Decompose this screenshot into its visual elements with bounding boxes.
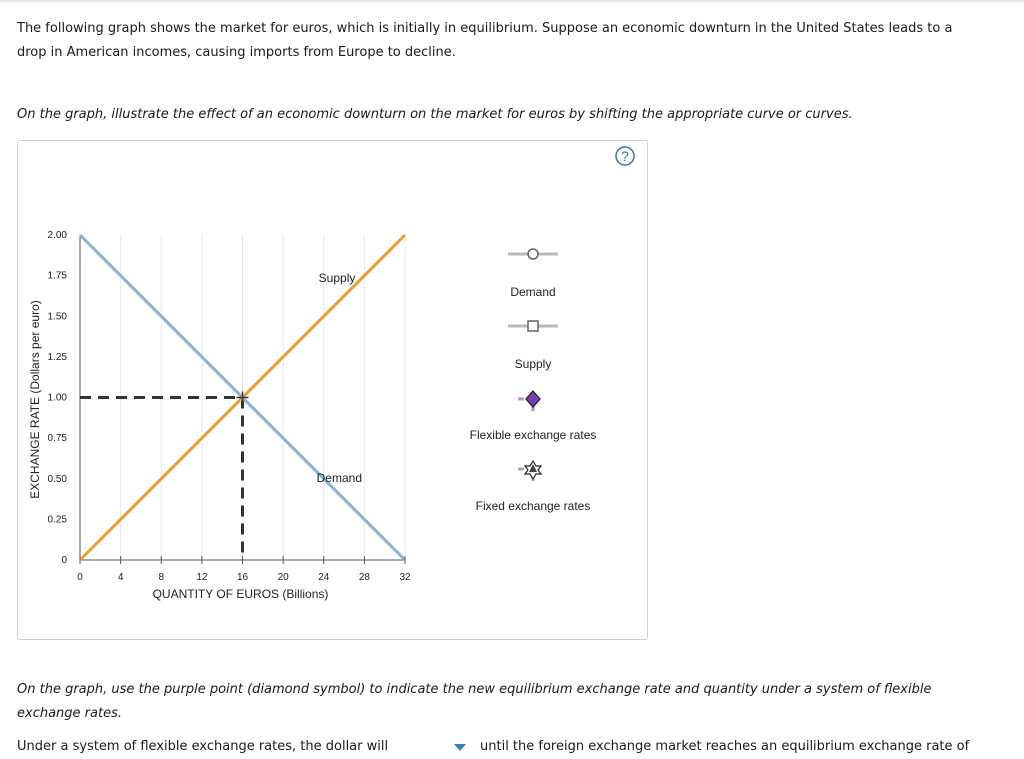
y-tick-label: 0 <box>61 555 67 566</box>
question-text: On the graph, use the purple point (diamond symbol) to indicate the new equilibrium exchange rate and quantity under a system of flexible exchange rates. <box>17 682 932 721</box>
y-tick-label: 0.25 <box>47 514 67 526</box>
x-tick-label: 4 <box>117 572 124 583</box>
legend-supply-label: Supply <box>514 357 552 371</box>
x-tick-label: 20 <box>277 572 289 583</box>
y-tick-label: 2.00 <box>47 230 67 241</box>
y-tick-label: 1.00 <box>47 392 67 404</box>
y-tick-label: 0.50 <box>47 473 67 485</box>
x-tick-label: 8 <box>158 572 165 583</box>
x-axis-label: QUANTITY OF EUROS (Billions) <box>152 587 329 601</box>
x-tick-label: 0 <box>77 572 83 583</box>
demand-curve-label: Demand <box>316 471 362 485</box>
flexible-point-tool-icon[interactable] <box>516 388 548 412</box>
x-tick-label: 28 <box>358 572 370 583</box>
dropdown-chevron-icon[interactable] <box>454 744 466 751</box>
x-tick-label: 16 <box>236 572 249 583</box>
legend-demand-label: Demand <box>510 285 556 299</box>
demand-tool-icon[interactable] <box>508 246 558 262</box>
y-tick-label: 1.25 <box>47 351 67 363</box>
bottom-sentence-end: until the foreign exchange market reaches an equilibrium exchange rate of <box>480 739 970 754</box>
grid <box>121 235 405 560</box>
legend-flexible-label: Flexible exchange rates <box>469 428 597 442</box>
y-tick-label: 0.75 <box>47 433 67 445</box>
x-tick-label: 24 <box>318 572 330 583</box>
x-tick-label: 32 <box>399 572 411 583</box>
supply-curve-label: Supply <box>318 271 356 286</box>
help-label: ? <box>621 148 629 164</box>
bottom-sentence-start: Under a system of flexible exchange rates, the dollar will <box>17 739 389 754</box>
y-tick-label: 1.50 <box>47 311 67 323</box>
instruction-text: On the graph, illustrate the effect of an economic downturn on the market for euros by shifting the appropriate curve or curves. <box>17 107 853 122</box>
legend-fixed-label: Fixed exchange rates <box>475 499 591 513</box>
y-axis-label: EXCHANGE RATE (Dollars per euro) <box>28 300 42 499</box>
intro-text: The following graph shows the market for euros, which is initially in equilibrium. Suppose an economic downturn in the United States leads to a drop in American incomes, causing imports from Europe to decline. <box>17 21 953 60</box>
supply-tool-icon[interactable] <box>508 318 558 334</box>
y-tick-label: 1.75 <box>47 270 67 282</box>
x-tick-label: 12 <box>196 572 208 583</box>
fixed-point-tool-icon[interactable] <box>516 458 548 482</box>
